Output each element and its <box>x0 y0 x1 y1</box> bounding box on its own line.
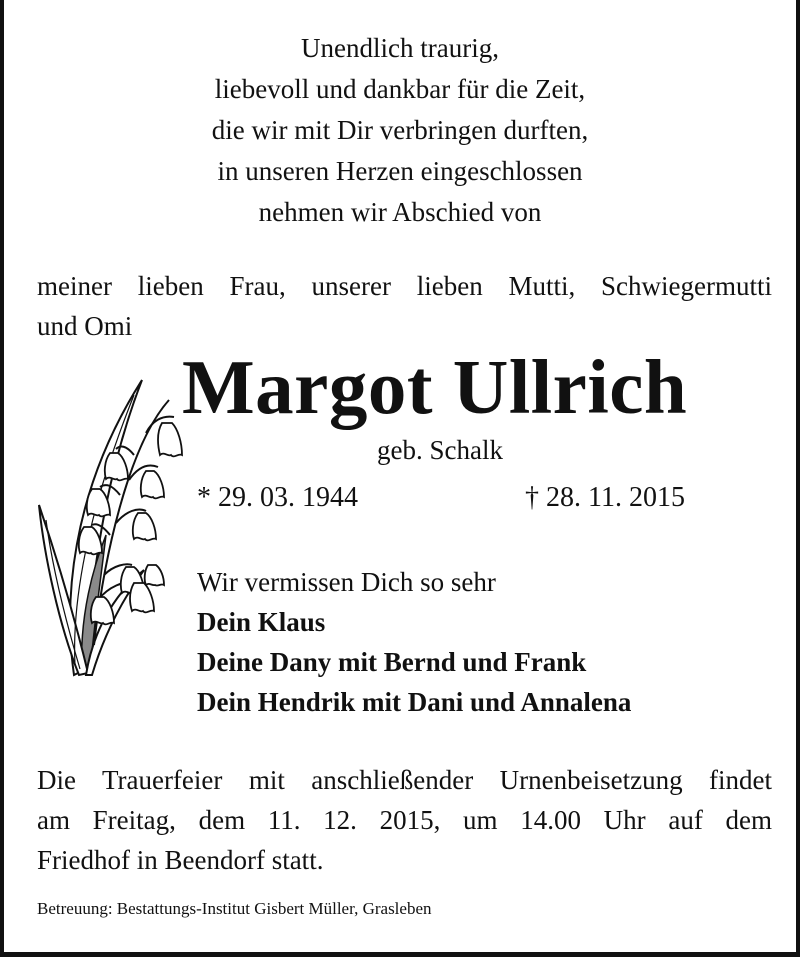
poem-line: Unendlich traurig, <box>301 33 499 63</box>
signature-name: Deine Dany mit Bernd und Frank <box>197 647 587 677</box>
intro-text <box>37 266 772 346</box>
poem-line: liebevoll und dankbar für die Zeit, <box>214 74 586 104</box>
ceremony-info <box>37 760 772 880</box>
lily-of-the-valley-icon <box>34 375 194 680</box>
ceremony-line: am Freitag, dem 11. 12. 2015, um 14.00 Uhr auf dem <box>37 805 772 835</box>
signature-name: Dein Klaus <box>197 607 326 637</box>
intro-line: und Omi <box>37 311 133 341</box>
birth-date: * 29. 03. 1944 <box>197 482 358 513</box>
poem-line: in unseren Herzen eingeschlossen <box>217 156 583 186</box>
poem <box>4 28 796 233</box>
signatures <box>197 562 631 722</box>
poem-line: nehmen wir Abschied von <box>258 197 542 227</box>
ceremony-line: Die Trauerfeier mit anschließender Urnenbeisetzung findet <box>37 765 772 795</box>
intro-line: meiner lieben Frau, unserer lieben Mutti, Schwiegermutti <box>37 271 772 301</box>
death-date: † 28. 11. 2015 <box>525 482 685 513</box>
signature-name: Dein Hendrik mit Dani und Annalena <box>197 687 632 717</box>
farewell-message: Wir vermissen Dich so sehr <box>197 567 496 597</box>
funeral-service-credit: Betreuung: Bestattungs-Institut Gisbert Müller, Grasleben <box>37 899 432 918</box>
deceased-name: Margot Ullrich <box>182 344 688 430</box>
birth-name: geb. Schalk <box>377 435 503 465</box>
poem-line: die wir mit Dir verbringen durften, <box>211 115 589 145</box>
ceremony-line: Friedhof in Beendorf statt. <box>37 845 324 875</box>
